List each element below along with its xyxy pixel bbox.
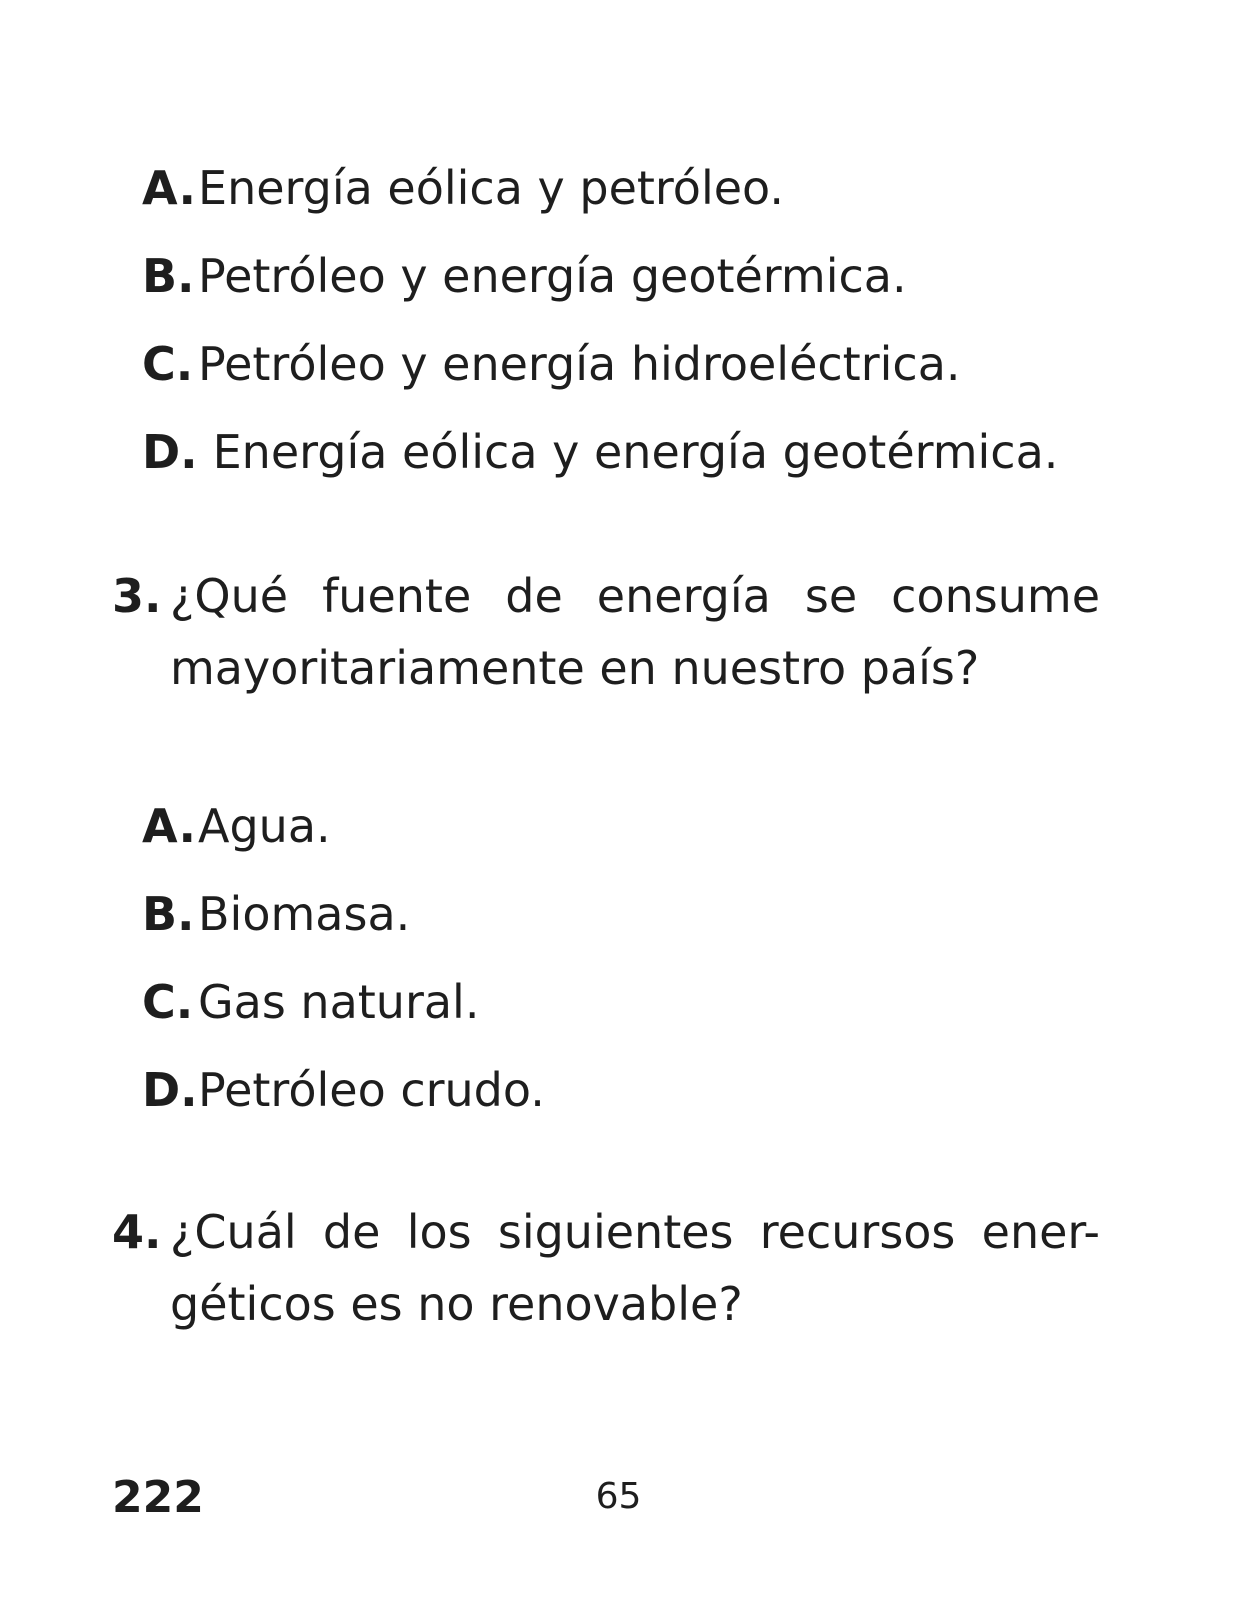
option-c: [142, 336, 961, 392]
question-line-1: ¿Qué fuente de energía se consume: [170, 569, 1100, 623]
question-text: [170, 1196, 1100, 1340]
option-letter: B.: [142, 887, 195, 941]
question-3: [112, 560, 1100, 704]
option-letter: A.: [142, 161, 196, 215]
option-letter: C.: [142, 975, 194, 1029]
sheet-page-number: 65: [595, 1476, 642, 1517]
question-number: 3.: [112, 569, 162, 623]
option-letter: D.: [142, 425, 198, 479]
question-4: [112, 1196, 1100, 1340]
option-d: [142, 424, 1058, 480]
option-b: [142, 886, 410, 942]
option-text: Petróleo y energía geotérmica.: [198, 249, 907, 303]
option-text: Energía eólica y energía geotérmica.: [198, 425, 1059, 479]
option-text: Agua.: [198, 799, 331, 853]
question-line-2: géticos es no renovable?: [170, 1277, 743, 1331]
option-text: Biomasa.: [198, 887, 411, 941]
option-letter: A.: [142, 799, 196, 853]
option-text: Petróleo crudo.: [198, 1063, 545, 1117]
option-text: Energía eólica y petróleo.: [198, 161, 784, 215]
option-letter: D.: [142, 1063, 198, 1117]
option-a: [142, 160, 784, 216]
option-b: [142, 248, 907, 304]
option-letter: B.: [142, 249, 195, 303]
book-page-number: 222: [112, 1472, 204, 1523]
question-line-2: mayoritariamente en nuestro país?: [170, 641, 980, 695]
option-text: Gas natural.: [198, 975, 480, 1029]
option-c: [142, 974, 479, 1030]
question-text: [170, 560, 1100, 704]
option-a: [142, 798, 331, 854]
question-number: 4.: [112, 1205, 162, 1259]
option-letter: C.: [142, 337, 194, 391]
option-text: Petróleo y energía hidroeléctrica.: [198, 337, 961, 391]
question-line-1: ¿Cuál de los siguientes recursos ener-: [170, 1205, 1100, 1259]
option-d: [142, 1062, 545, 1118]
